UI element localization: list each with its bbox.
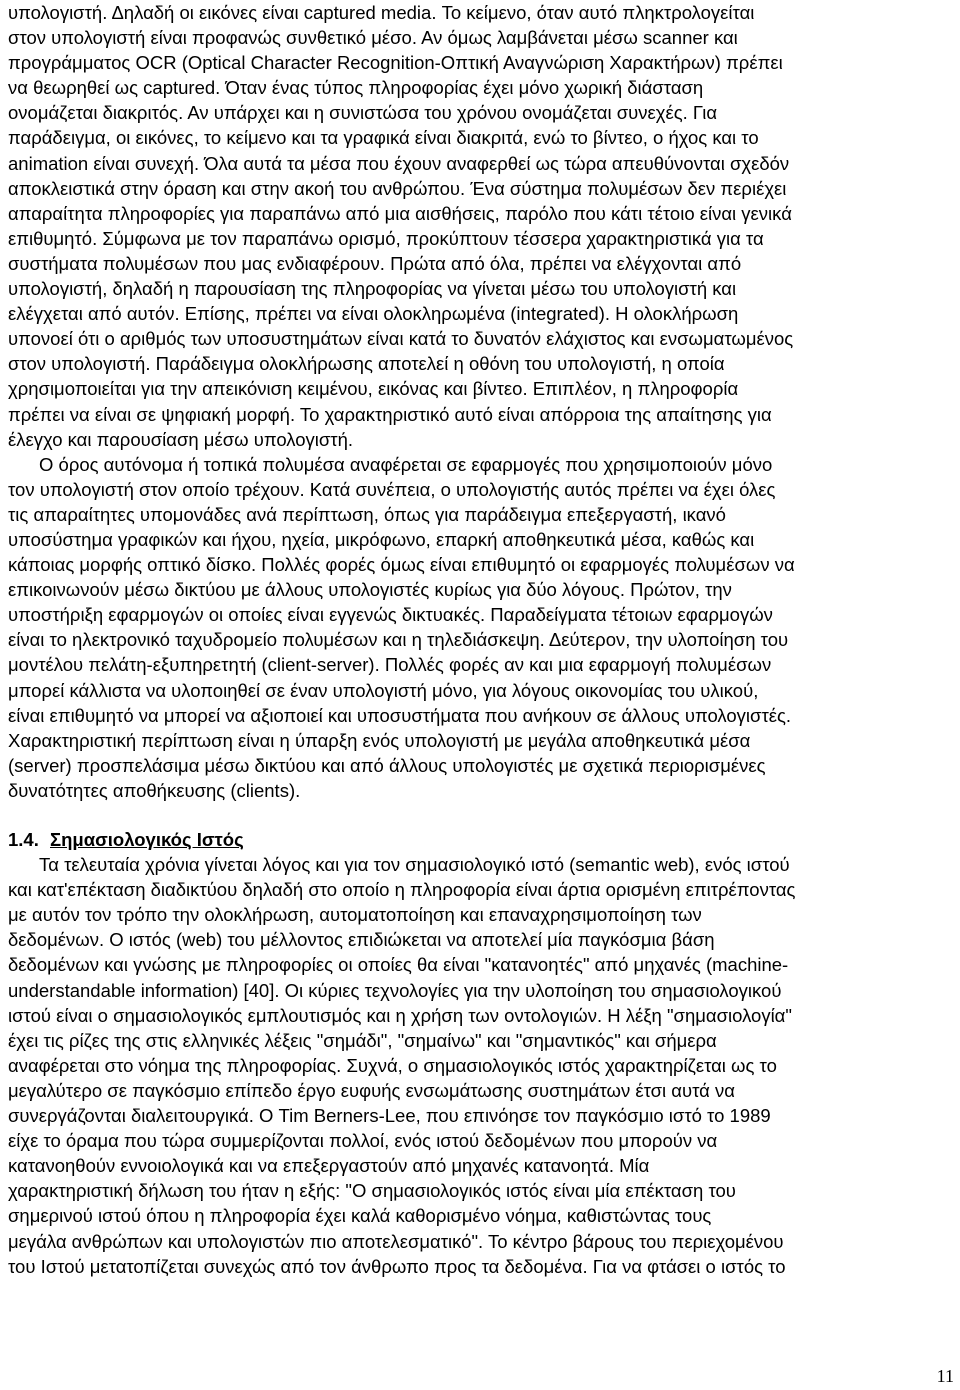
text-line: να θεωρηθεί ως captured. Όταν ένας τύπος πληροφορίας έχει μόνο χωρική διάσταση <box>8 77 704 99</box>
section-title: Σημασιολογικός Ιστός <box>50 829 244 850</box>
text-line: κατανοηθούν εννοιολογικά και να επεξεργαστούν από μηχανές κατανοητά. Μία <box>8 1155 650 1177</box>
text-line: αποκλειστικά στην όραση και στην ακοή του ανθρώπου. Ένα σύστημα πολυμέσων δεν περιέχει <box>8 177 787 199</box>
text-line: Τα τελευταία χρόνια γίνεται λόγος και για τον σημασιολογικό ιστό (semantic web), ενός ιστού <box>39 854 790 876</box>
text-line: μπορεί κάλλιστα να υλοποιηθεί σε έναν υπολογιστή μόνο, για λόγους οικονομίας του υλικού, <box>8 679 759 701</box>
text-line: επιθυμητό. Σύμφωνα με τον παραπάνω ορισμό, προκύπτουν τέσσερα χαρακτηριστικά για τα <box>8 227 764 249</box>
text-line: χρησιμοποιείται για την απεικόνιση κειμένου, εικόνας και βίντεο. Επιπλέον, η πληροφορία <box>8 378 739 400</box>
text-line: έχει τις ρίζες της στις ελληνικές λέξεις "σημάδι", "σημαίνω" και "σημαντικός" και σήμερα <box>8 1029 717 1051</box>
paragraph-3 <box>8 852 953 1279</box>
text-line: συνεργάζονται διαλειτουργικά. Ο Tim Berners-Lee, που επινόησε τον παγκόσμιο ιστό το 1989 <box>8 1105 771 1127</box>
text-line: έλεγχο και παρουσίαση μέσω υπολογιστή. <box>8 428 354 450</box>
section-number: 1.4. <box>8 829 39 850</box>
text-line: υποστήριξη εφαρμογών οι οποίες είναι εγγενώς δικτυακές. Παραδείγματα τέτοιων εφαρμογών <box>8 604 773 626</box>
text-line: παράδειγμα, οι εικόνες, το κείμενο και τα γραφικά είναι διακριτά, ενώ το βίντεο, ο ήχος και το <box>8 127 759 149</box>
text-line: και κατ'επέκταση διαδικτύου δηλαδή στο οποίο η πληροφορία είναι άρτια ορισμένη επιτρέποντας <box>8 879 796 901</box>
text-line: στον υπολογιστή. Παράδειγμα ολοκλήρωσης αποτελεί η οθόνη του υπολογιστή, η οποία <box>8 353 725 375</box>
text-line: animation είναι συνεχή. Όλα αυτά τα μέσα που έχουν αναφερθεί ως τώρα απευθύνονται σχεδόν <box>8 152 790 174</box>
text-line: ιστού είναι ο σημασιολογικός εμπλουτισμός και η χρήση των οντολογιών. Η λέξη "σημασιολογία" <box>8 1004 792 1026</box>
paragraph-2 <box>8 452 953 803</box>
text-line: στον υπολογιστή είναι προφανώς συνθετικό μέσο. Αν όμως λαμβάνεται μέσω scanner και <box>8 27 738 49</box>
text-line: υπολογιστή, δηλαδή η παρουσίαση της πληροφορίας να γίνεται μέσω του υπολογιστή και <box>8 278 737 300</box>
text-line: (server) προσπελάσιμα μέσω δικτύου και από άλλους υπολογιστές με σχετικά περιορισμένες <box>8 754 766 776</box>
text-line: χαρακτηριστική δήλωση του ήταν η εξής: "Ο σημασιολογικός ιστός είναι μία επέκταση του <box>8 1180 736 1202</box>
text-line: υπονοεί ότι ο αριθμός των υποσυστημάτων είναι κατά το δυνατόν ελάχιστος και ενσωματωμένος <box>8 328 794 350</box>
text-line: Ο όρος αυτόνομα ή τοπικά πολυμέσα αναφέρεται σε εφαρμογές που χρησιμοποιούν μόνο <box>39 453 773 475</box>
text-line: δυνατότητες αποθήκευσης (clients). <box>8 779 301 801</box>
document-page <box>8 0 953 1279</box>
text-line: είναι το ηλεκτρονικό ταχυδρομείο πολυμέσων και η τηλεδιάσκεψη. Δεύτερον, την υλοποίηση του <box>8 629 789 651</box>
text-line: είναι επιθυμητό να μπορεί να αξιοποιεί και υποσυστήματα που ανήκουν σε άλλους υπολογιστές. <box>8 704 792 726</box>
text-line: understandable information) [40]. Οι κύριες τεχνολογίες για την υλοποίηση του σημασιολογικού <box>8 979 782 1001</box>
text-line: δεδομένων και γνώσης με πληροφορίες οι οποίες θα είναι "κατανοητές" από μηχανές (machine- <box>8 954 789 976</box>
text-line: αναφέρεται στο νόημα της πληροφορίας. Συχνά, ο σημασιολογικός ιστός χαρακτηρίζεται ως το <box>8 1054 777 1076</box>
text-line: υποσύστημα γραφικών και ήχου, ηχεία, μικρόφωνο, επαρκή αποθηκευτικά μέσα, καθώς και <box>8 528 755 550</box>
text-line: υπολογιστή. Δηλαδή οι εικόνες είναι captured media. Το κείμενο, όταν αυτό πληκτρολογείται <box>8 2 755 23</box>
text-line: είχε το όραμα που τώρα συμμερίζονται πολλοί, ενός ιστού δεδομένων που μπορούν να <box>8 1130 718 1152</box>
text-line: μοντέλου πελάτη-εξυπηρετητή (client-server). Πολλές φορές αν και μια εφαρμογή πολυμέσων <box>8 654 772 676</box>
text-line: επικοινωνούν μέσω δικτύου με άλλους υπολογιστές κυρίως για δύο λόγους. Πρώτον, την <box>8 579 732 601</box>
text-line: του Ιστού μετατοπίζεται συνεχώς από τον άνθρωπο προς τα δεδομένα. Για να φτάσει ο ιστός το <box>8 1255 786 1277</box>
text-line: κάποιας μορφής οπτικό δίσκο. Πολλές φορές όμως είναι επιθυμητό οι εφαρμογές πολυμέσων να <box>8 554 795 576</box>
text-line: ονομάζεται διακριτός. Αν υπάρχει και η συνιστώσα του χρόνου ονομάζεται συνεχές. Για <box>8 102 718 124</box>
paragraph-1 <box>8 0 953 452</box>
text-line: Χαρακτηριστική περίπτωση είναι η ύπαρξη ενός υπολογιστή με μεγάλα αποθηκευτικά μέσα <box>8 729 751 751</box>
text-line: συστήματα πολυμέσων που μας ενδιαφέρουν. Πρώτα από όλα, πρέπει να ελέγχονται από <box>8 252 742 274</box>
text-line: τις απαραίτητες υπομονάδες ανά περίπτωση, όπως για παράδειγμα επεξεργαστή, ικανό <box>8 503 726 525</box>
text-line: τον υπολογιστή στον οποίο τρέχουν. Κατά συνέπεια, ο υπολογιστής αυτός πρέπει να έχει όλες <box>8 478 776 500</box>
text-line: μεγάλα ανθρώπων και υπολογιστών πιο αποτελεσματικό". Το κέντρο βάρους του περιεχομένου <box>8 1230 784 1252</box>
text-line: ελέγχεται από αυτόν. Επίσης, πρέπει να είναι ολοκληρωμένα (integrated). Η ολοκλήρωση <box>8 303 739 325</box>
text-line: προγράμματος OCR (Optical Character Recognition-Οπτική Αναγνώριση Χαρακτήρων) πρέπει <box>8 52 783 74</box>
text-line: μεγαλύτερο σε παγκόσμιο επίπεδο έργο ευφυής ενσωμάτωσης συστημάτων έτσι αυτά να <box>8 1079 735 1101</box>
text-line: απαραίτητα πληροφορίες για παραπάνω από μια αισθήσεις, παρόλο που κάτι τέτοιο είναι γενικά <box>8 202 792 224</box>
text-line: πρέπει να είναι σε ψηφιακή μορφή. Το χαρακτηριστικό αυτό είναι απόρροια της απαίτησης για <box>8 403 772 425</box>
page-number: 11 <box>936 1366 954 1386</box>
section-heading <box>8 827 953 852</box>
text-line: δεδομένων. Ο ιστός (web) του μέλλοντος επιδιώκεται να αποτελεί μία παγκόσμια βάση <box>8 929 715 951</box>
text-line: με αυτόν τον τρόπο την ολοκλήρωση, αυτοματοποίηση και επαναχρησιμοποίηση των <box>8 904 702 926</box>
text-line: σημερινού ιστού όπου η πληροφορία έχει καλά καθορισμένο νόημα, καθιστώντας τους <box>8 1205 712 1227</box>
